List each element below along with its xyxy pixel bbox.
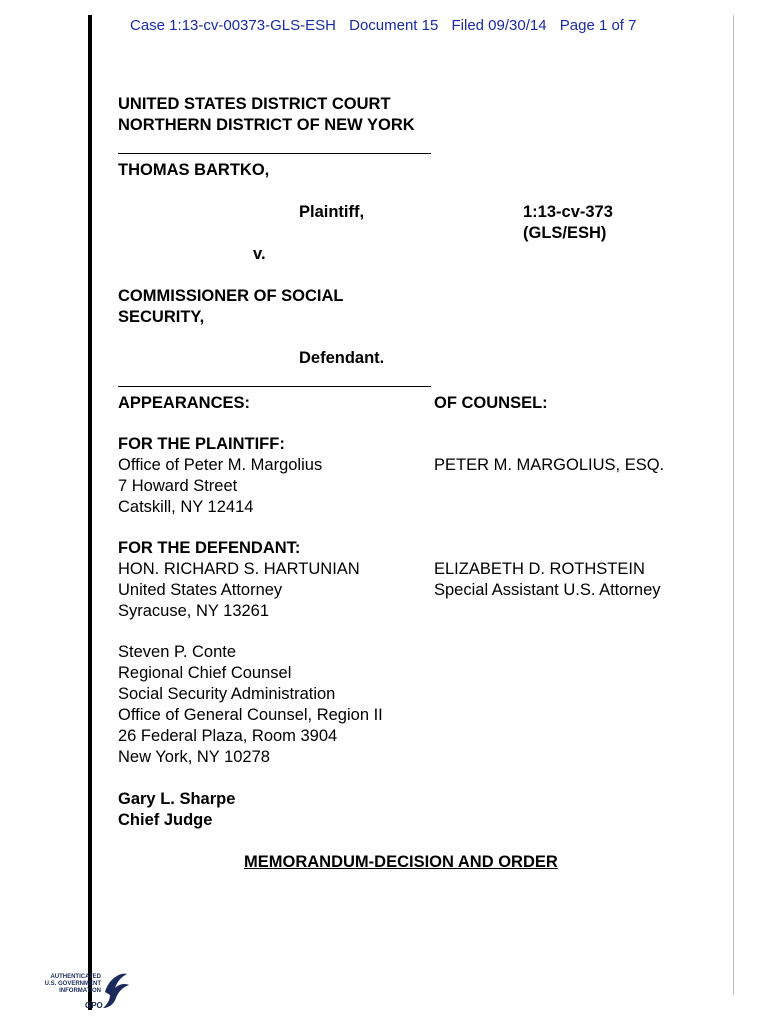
gpo-authentication-seal xyxy=(44,968,134,1018)
defendant-counsel-name: ELIZABETH D. ROTHSTEIN xyxy=(434,560,645,578)
defendant-counsel-title: Special Assistant U.S. Attorney xyxy=(434,581,661,599)
judge-title: Chief Judge xyxy=(118,811,213,829)
seal-line: U.S. GOVERNMENT xyxy=(44,981,101,987)
court-name: UNITED STATES DISTRICT COURT xyxy=(118,95,391,113)
filing-header xyxy=(130,17,645,34)
gpo-label: GPO xyxy=(85,1001,103,1010)
additional-counsel-line: Regional Chief Counsel xyxy=(118,664,292,682)
caption-rule-top xyxy=(118,153,431,154)
seal-line: AUTHENTICATED xyxy=(50,974,101,980)
caption-rule-bottom xyxy=(118,386,431,387)
page-count: Page 1 of 7 xyxy=(559,17,637,34)
appearances-heading: APPEARANCES: xyxy=(118,394,251,412)
additional-counsel-line: Office of General Counsel, Region II xyxy=(118,706,383,724)
court-district: NORTHERN DISTRICT OF NEW YORK xyxy=(118,116,415,134)
plaintiff-address-line: Catskill, NY 12414 xyxy=(118,498,254,516)
case-number: 1:13-cv-373 xyxy=(523,203,613,221)
additional-counsel-line: 26 Federal Plaza, Room 3904 xyxy=(118,727,338,745)
defendant-heading: FOR THE DEFENDANT: xyxy=(118,539,301,557)
eagle-icon xyxy=(99,968,131,1010)
additional-counsel-line: Social Security Administration xyxy=(118,685,336,703)
judge-name: Gary L. Sharpe xyxy=(118,790,236,808)
plaintiff-heading: FOR THE PLAINTIFF: xyxy=(118,435,285,453)
filed-date: Filed 09/30/14 xyxy=(451,17,547,34)
plaintiff-name: THOMAS BARTKO, xyxy=(118,161,270,179)
defendant-address-line: United States Attorney xyxy=(118,581,283,599)
plaintiff-address-line: Office of Peter M. Margolius xyxy=(118,456,323,474)
seal-line: INFORMATION xyxy=(59,988,101,994)
additional-counsel-line: Steven P. Conte xyxy=(118,643,237,661)
plaintiff-role: Plaintiff, xyxy=(299,203,365,221)
of-counsel-heading: OF COUNSEL: xyxy=(434,394,548,412)
defendant-address-line: HON. RICHARD S. HARTUNIAN xyxy=(118,560,360,578)
defendant-name-line2: SECURITY, xyxy=(118,308,205,326)
document-number: Document 15 xyxy=(349,17,439,34)
additional-counsel-line: New York, NY 10278 xyxy=(118,748,270,766)
versus: v. xyxy=(253,245,266,263)
plaintiff-counsel: PETER M. MARGOLIUS, ESQ. xyxy=(434,456,665,474)
defendant-address-line: Syracuse, NY 13261 xyxy=(118,602,270,620)
defendant-name-line1: COMMISSIONER OF SOCIAL xyxy=(118,287,344,305)
case-judges: (GLS/ESH) xyxy=(523,224,607,242)
left-margin-rule xyxy=(88,15,92,1010)
order-title: MEMORANDUM-DECISION AND ORDER xyxy=(244,853,558,871)
case-number-header: Case 1:13-cv-00373-GLS-ESH xyxy=(130,17,336,34)
plaintiff-address-line: 7 Howard Street xyxy=(118,477,238,495)
right-margin-rule xyxy=(733,15,734,995)
defendant-role: Defendant. xyxy=(299,349,385,367)
